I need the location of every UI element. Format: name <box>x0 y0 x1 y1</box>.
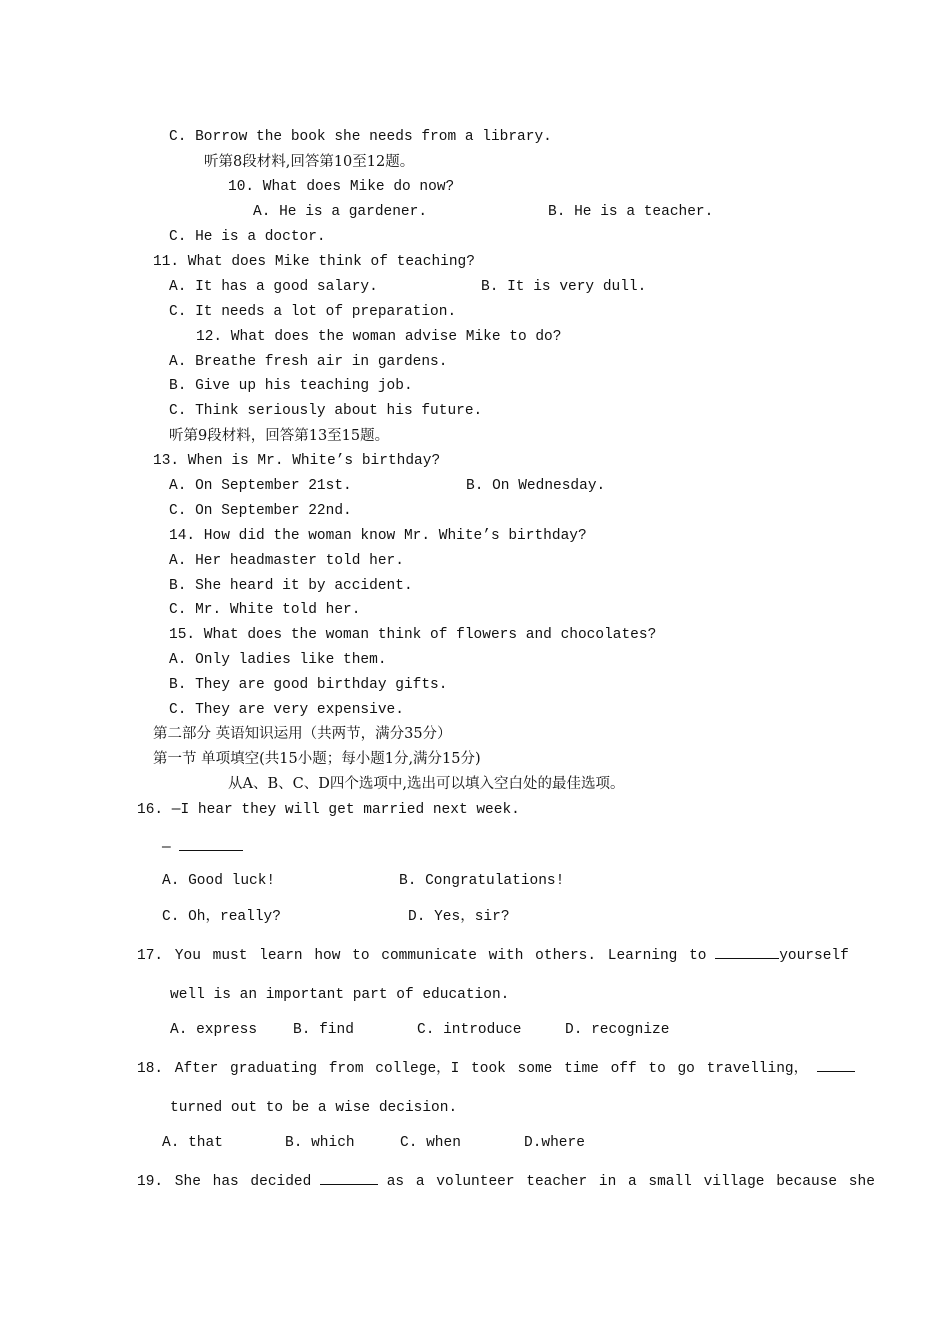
q11-option-a: A. It has a good salary. <box>169 279 378 295</box>
q12-option-c: C. Think seriously about his future. <box>169 403 483 419</box>
section-one-heading: 第一节 单项填空(共15小题；每小题1分,满分15分) <box>153 751 481 767</box>
q16-stem: 16. —I hear they will get married next week. <box>137 802 520 818</box>
q13-option-b: B. On Wednesday. <box>466 478 606 494</box>
q18-stem-text: 18. After graduating from college，I took some time off to go travelling， <box>137 1061 809 1077</box>
q17-answer-blank <box>715 944 779 959</box>
q17-stem-text: 17. You must learn how to communicate with others. Learning to <box>137 948 707 964</box>
q17-stem-continued: well is an important part of education. <box>170 987 510 1003</box>
q16-option-d: D. Yes，sir? <box>408 909 510 925</box>
q13-stem: 13. When is Mr. White’s birthday? <box>153 453 441 469</box>
q16-option-a: A. Good luck! <box>162 873 276 889</box>
q19-stem-text: 19. She has decided <box>137 1174 312 1190</box>
q14-option-b: B. She heard it by accident. <box>169 578 413 594</box>
q18-stem <box>137 1057 855 1078</box>
q14-option-a: A. Her headmaster told her. <box>169 553 404 569</box>
q17-stem-end: yourself <box>779 948 849 964</box>
q18-answer-blank <box>817 1057 855 1072</box>
q18-option-c: C. when <box>400 1135 461 1151</box>
q12-option-b: B. Give up his teaching job. <box>169 378 413 394</box>
q17-option-d: D. recognize <box>565 1022 670 1038</box>
q18-option-d: D.where <box>524 1135 585 1151</box>
q16-reply <box>162 836 243 857</box>
q12-option-a: A. Breathe fresh air in gardens. <box>169 354 448 370</box>
q16-dash: — <box>162 840 171 856</box>
section-9-instruction: 听第9段材料，回答第13至15题。 <box>169 428 390 444</box>
q18-option-a: A. that <box>162 1135 223 1151</box>
q15-stem: 15. What does the woman think of flowers and chocolates? <box>169 627 657 643</box>
section-one-instruction: 从A、B、C、D四个选项中,选出可以填入空白处的最佳选项。 <box>228 776 625 792</box>
section-8-instruction: 听第8段材料,回答第10至12题。 <box>204 154 415 170</box>
q16-option-c: C. Oh，really? <box>162 909 281 925</box>
q18-option-b: B. which <box>285 1135 355 1151</box>
q11-stem: 11. What does Mike think of teaching? <box>153 254 475 270</box>
q17-option-a: A. express <box>170 1022 258 1038</box>
q14-stem: 14. How did the woman know Mr. White’s birthday? <box>169 528 587 544</box>
q19-stem <box>137 1170 875 1191</box>
q14-option-c: C. Mr. White told her. <box>169 602 361 618</box>
q12-stem: 12. What does the woman advise Mike to do? <box>196 329 562 345</box>
part-two-heading: 第二部分 英语知识运用（共两节，满分35分） <box>153 726 452 742</box>
q10-option-c: C. He is a doctor. <box>169 229 326 245</box>
q9-option-c: C. Borrow the book she needs from a library. <box>169 129 552 145</box>
q19-answer-blank <box>320 1170 378 1185</box>
q15-option-b: B. They are good birthday gifts. <box>169 677 448 693</box>
q10-option-a: A. He is a gardener. <box>253 204 428 220</box>
q13-option-c: C. On September 22nd. <box>169 503 352 519</box>
q17-option-c: C. introduce <box>417 1022 522 1038</box>
q15-option-a: A. Only ladies like them. <box>169 652 387 668</box>
q13-option-a: A. On September 21st. <box>169 478 352 494</box>
q19-stem-end: as a volunteer teacher in a small village because she <box>386 1174 875 1190</box>
q18-stem-continued: turned out to be a wise decision. <box>170 1100 458 1116</box>
q16-option-b: B. Congratulations! <box>399 873 565 889</box>
q15-option-c: C. They are very expensive. <box>169 702 404 718</box>
q10-stem: 10. What does Mike do now? <box>228 179 455 195</box>
q11-option-c: C. It needs a lot of preparation. <box>169 304 457 320</box>
q17-stem <box>137 944 849 965</box>
q17-option-b: B. find <box>293 1022 354 1038</box>
q11-option-b: B. It is very dull. <box>481 279 647 295</box>
q16-answer-blank <box>179 836 243 851</box>
q10-option-b: B. He is a teacher. <box>548 204 714 220</box>
